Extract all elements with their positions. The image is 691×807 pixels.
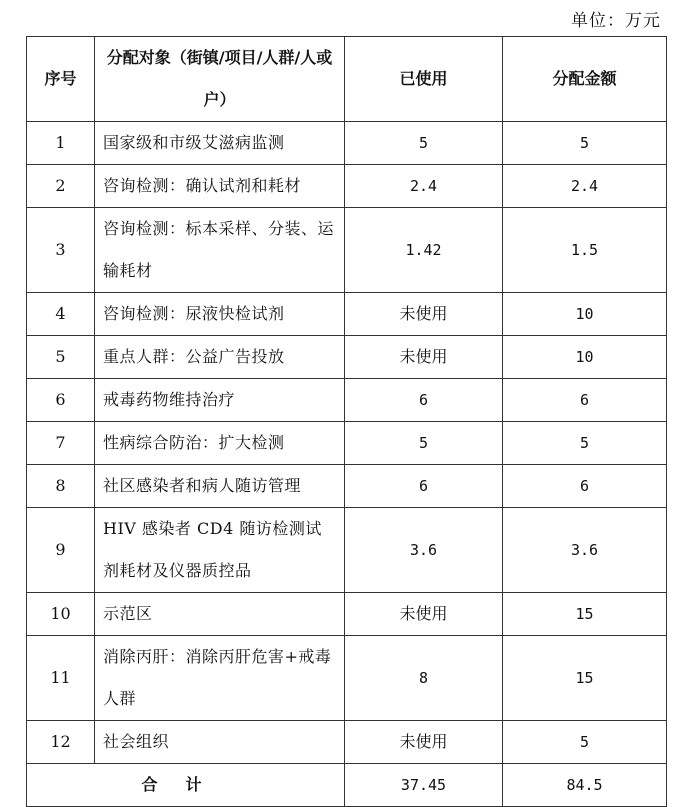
- row-index: 5: [27, 336, 95, 379]
- row-index: 7: [27, 422, 95, 465]
- table-row: [27, 208, 667, 293]
- total-used: 37.45: [345, 764, 503, 807]
- row-amount: 1.5: [503, 208, 667, 293]
- row-object: 咨询检测：标本采样、分装、运输耗材: [95, 208, 345, 293]
- row-amount: 6: [503, 379, 667, 422]
- row-amount: 5: [503, 721, 667, 764]
- row-object: 重点人群：公益广告投放: [95, 336, 345, 379]
- row-index: 1: [27, 122, 95, 165]
- row-amount: 5: [503, 122, 667, 165]
- row-amount: 10: [503, 293, 667, 336]
- row-object: 示范区: [95, 593, 345, 636]
- row-index: 11: [27, 636, 95, 721]
- row-used: 未使用: [345, 593, 503, 636]
- header-object: 分配对象（街镇/项目/人群/人或户）: [95, 37, 345, 122]
- row-index: 2: [27, 165, 95, 208]
- row-used: 未使用: [345, 721, 503, 764]
- row-amount: 15: [503, 636, 667, 721]
- row-amount: 3.6: [503, 508, 667, 593]
- table-row: [27, 721, 667, 764]
- table-row: [27, 293, 667, 336]
- table-row: [27, 465, 667, 508]
- table-row: [27, 336, 667, 379]
- row-amount: 10: [503, 336, 667, 379]
- header-used: 已使用: [345, 37, 503, 122]
- row-index: 10: [27, 593, 95, 636]
- row-object: HIV 感染者 CD4 随访检测试剂耗材及仪器质控品: [95, 508, 345, 593]
- table-row: [27, 165, 667, 208]
- row-amount: 5: [503, 422, 667, 465]
- row-object: 性病综合防治：扩大检测: [95, 422, 345, 465]
- table-header-row: [27, 37, 667, 122]
- unit-note: 单位：万元: [571, 11, 661, 31]
- row-amount: 15: [503, 593, 667, 636]
- row-object: 社会组织: [95, 721, 345, 764]
- header-amount: 分配金额: [503, 37, 667, 122]
- row-object: 咨询检测：尿液快检试剂: [95, 293, 345, 336]
- row-object: 戒毒药物维持治疗: [95, 379, 345, 422]
- row-object: 咨询检测：确认试剂和耗材: [95, 165, 345, 208]
- table-row: [27, 122, 667, 165]
- row-index: 12: [27, 721, 95, 764]
- total-amount: 84.5: [503, 764, 667, 807]
- header-index: 序号: [27, 37, 95, 122]
- row-index: 8: [27, 465, 95, 508]
- table-row: [27, 508, 667, 593]
- row-index: 4: [27, 293, 95, 336]
- row-index: 6: [27, 379, 95, 422]
- row-amount: 6: [503, 465, 667, 508]
- row-index: 3: [27, 208, 95, 293]
- row-index: 9: [27, 508, 95, 593]
- row-used: 1.42: [345, 208, 503, 293]
- total-row: [27, 764, 667, 807]
- row-object: 社区感染者和病人随访管理: [95, 465, 345, 508]
- table-row: [27, 593, 667, 636]
- row-amount: 2.4: [503, 165, 667, 208]
- total-label: 合计: [27, 764, 345, 807]
- allocation-table: [26, 36, 667, 807]
- row-used: 3.6: [345, 508, 503, 593]
- table-row: [27, 636, 667, 721]
- row-used: 未使用: [345, 336, 503, 379]
- row-used: 6: [345, 465, 503, 508]
- row-used: 2.4: [345, 165, 503, 208]
- row-object: 国家级和市级艾滋病监测: [95, 122, 345, 165]
- row-used: 未使用: [345, 293, 503, 336]
- row-object: 消除丙肝：消除丙肝危害+戒毒人群: [95, 636, 345, 721]
- row-used: 5: [345, 122, 503, 165]
- row-used: 5: [345, 422, 503, 465]
- row-used: 8: [345, 636, 503, 721]
- row-used: 6: [345, 379, 503, 422]
- table-row: [27, 379, 667, 422]
- table-row: [27, 422, 667, 465]
